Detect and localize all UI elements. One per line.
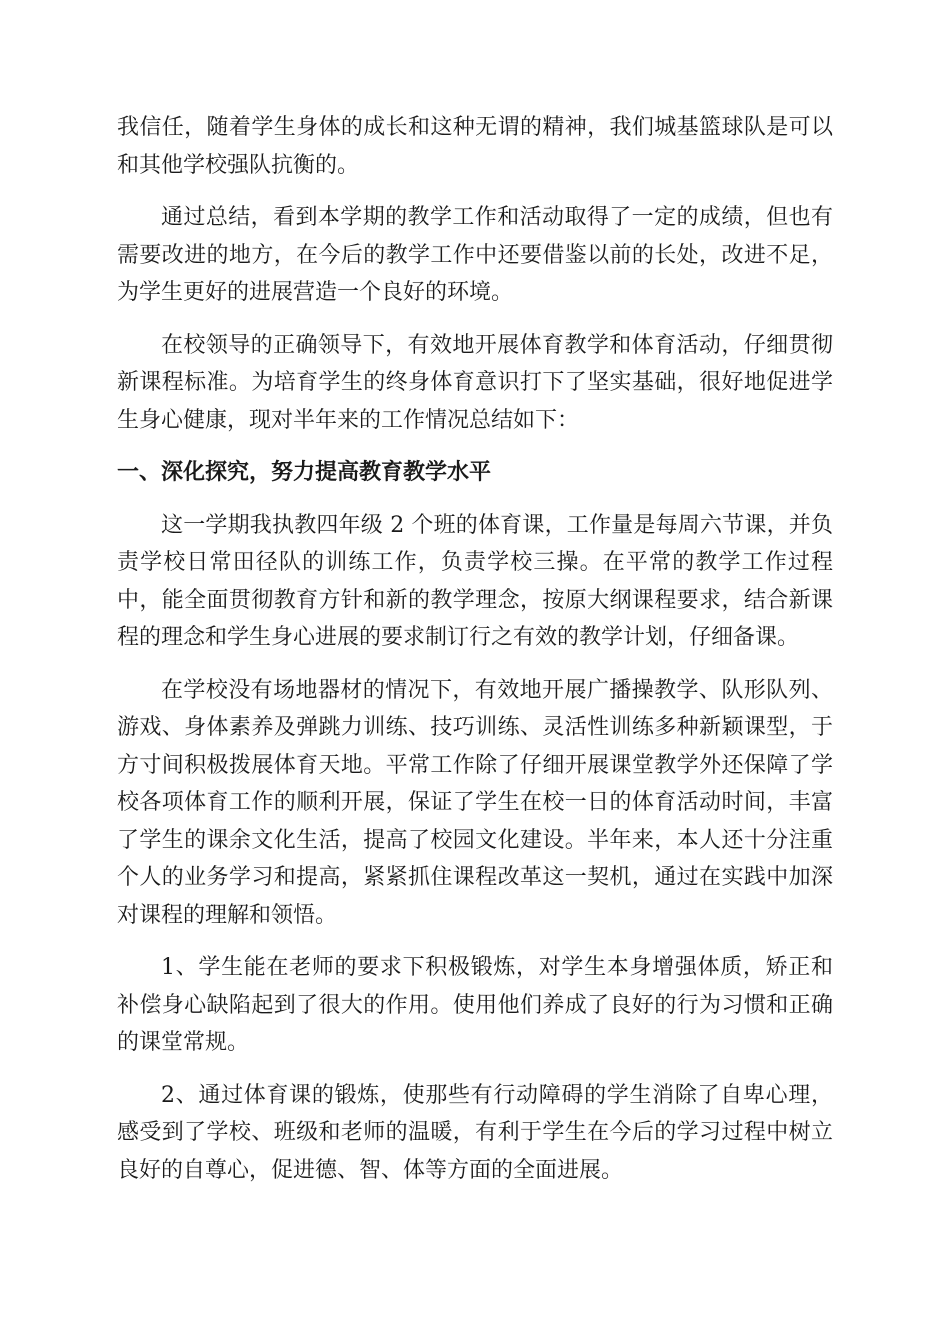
paragraph-point-2: 2、通过体育课的锻炼，使那些有行动障碍的学生消除了自卑心理，感受到了学校、班级和老师的温暖，有利于学生在今后的学习过程中树立良好的自尊心，促进德、智、体等方面的全面进展。	[117, 1082, 833, 1183]
paragraph-point-1: 1、学生能在老师的要求下积极锻炼，对学生本身增强体质，矫正和补偿身心缺陷起到了很大的作用。使用他们养成了良好的行为习惯和正确的课堂常规。	[117, 955, 833, 1055]
paragraph-activities: 在学校没有场地器材的情况下，有效地开展广播操教学、队形队列、游戏、身体素养及弹跳力训练、技巧训练、灵活性训练多种新颖课型，于方寸间积极拨展体育天地。平常工作除了仔细开展课堂教学外还保障了学校各项体育工作的顺利开展，保证了学生在校一日的体育活动时间，丰富了学生的课余文化生活，提高了校园文化建设。半年来，本人还十分注重个人的业务学习和提高，紧紧抓住课程改革这一契机，通过在实践中加深对课程的理解和领悟。	[117, 677, 833, 928]
section-heading: 一、深化探究，努力提高教育教学水平	[117, 460, 492, 485]
document-body	[117, 109, 833, 1189]
paragraph-intro: 在校领导的正确领导下，有效地开展体育教学和体育活动，仔细贯彻新课程标准。为培育学生的终身体育意识打下了坚实基础，很好地促进学生身心健康，现对半年来的工作情况总结如下：	[117, 332, 833, 433]
paragraph-summary: 通过总结，看到本学期的教学工作和活动取得了一定的成绩，但也有需要改进的地方，在今后的教学工作中还要借鉴以前的长处，改进不足，为学生更好的进展营造一个良好的环境。	[117, 205, 833, 305]
paragraph-continuation: 我信任，随着学生身体的成长和这种无谓的精神，我们城基篮球队是可以和其他学校强队抗衡的。	[117, 115, 833, 178]
paragraph-teaching-load: 这一学期我执教四年级 2 个班的体育课，工作量是每周六节课，并负责学校日常田径队的训练工作，负责学校三操。在平常的教学工作过程中，能全面贯彻教育方针和新的教学理念，按原大纲课程要求，结合新课程的理念和学生身心进展的要求制订行之有效的教学计划，仔细备课。	[117, 512, 833, 650]
